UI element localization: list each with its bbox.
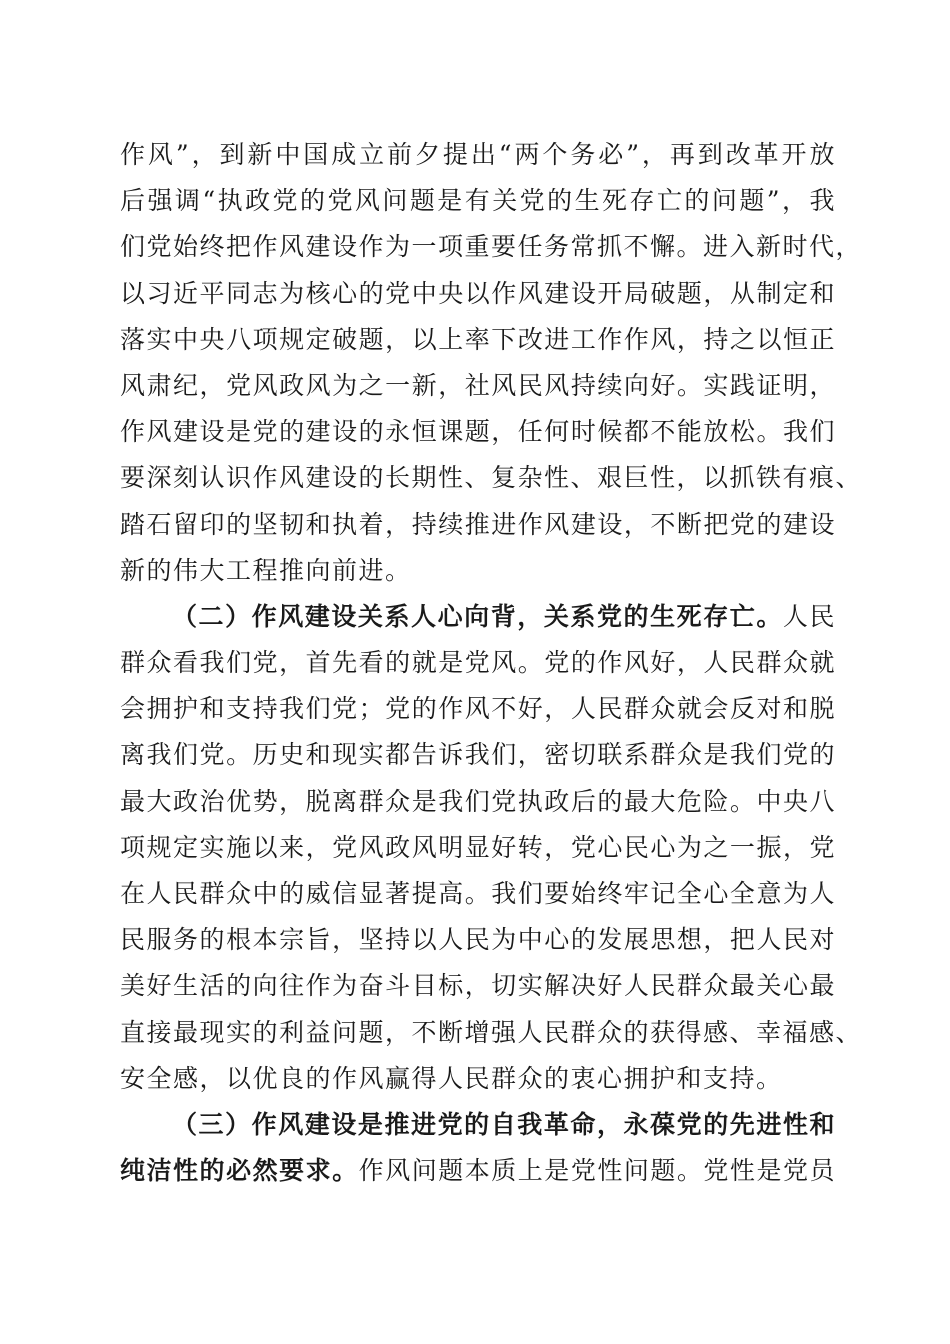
body-line: 以习近平同志为核心的党中央以作风建设开局破题，从制定和 [120,278,836,308]
body-line: 踏石留印的坚韧和执着，持续推进作风建设，不断把党的建设 [120,509,836,539]
section-2-first-line [120,594,836,640]
body-line: 作风建设是党的建设的永恒课题，任何时候都不能放松。我们 [120,417,836,447]
section-3-heading-end: 纯洁性的必然要求。 [120,1156,359,1186]
body-line: 要深刻认识作风建设的长期性、复杂性、艰巨性，以抓铁有痕、 [120,463,863,493]
section-2-heading: （二）作风建设关系人心向背，关系党的生死存亡。 [172,601,783,631]
body-line: 离我们党。历史和现实都告诉我们，密切联系群众是我们党的 [120,740,836,770]
body-line: 会拥护和支持我们党；党的作风不好，人民群众就会反对和脱 [120,694,836,724]
body-line: 后强调“执政党的党风问题是有关党的生死存亡的问题”，我 [120,186,836,216]
body-line: 群众看我们党，首先看的就是党风。党的作风好，人民群众就 [120,648,836,678]
section-3-heading: （三）作风建设是推进党的自我革命，永葆党的先进性和 [172,1109,836,1139]
body-line: 美好生活的向往作为奋斗目标，切实解决好人民群众最关心最 [120,971,836,1001]
body-line: 新的伟大工程推向前进。 [120,555,412,585]
body-line: 直接最现实的利益问题，不断增强人民群众的获得感、幸福感、 [120,1017,863,1047]
body-line: 风肃纪，党风政风为之一新，社风民风持续向好。实践证明， [120,370,836,400]
body-line: 落实中央八项规定破题，以上率下改进工作作风，持之以恒正 [120,324,836,354]
section-3-line-rest: 作风问题本质上是党性问题。党性是党员 [358,1156,836,1186]
body-line: 最大政治优势，脱离群众是我们党执政后的最大危险。中央八 [120,786,836,816]
body-line: 安全感，以优良的作风赢得人民群众的衷心拥护和支持。 [120,1063,783,1093]
section-3-second-line [120,1148,836,1194]
document-body [120,132,863,1194]
body-line: 在人民群众中的威信显著提高。我们要始终牢记全心全意为人 [120,879,836,908]
body-line: 民服务的根本宗旨，坚持以人民为中心的发展思想，把人民对 [120,925,836,955]
body-line: 作风”，到新中国成立前夕提出“两个务必”，再到改革开放 [120,140,836,169]
body-line: 们党始终把作风建设作为一项重要任务常抓不懈。进入新时代， [120,232,863,262]
body-line: 项规定实施以来，党风政风明显好转，党心民心为之一振，党 [120,832,836,862]
section-2-first-line-rest: 人民 [782,601,836,631]
